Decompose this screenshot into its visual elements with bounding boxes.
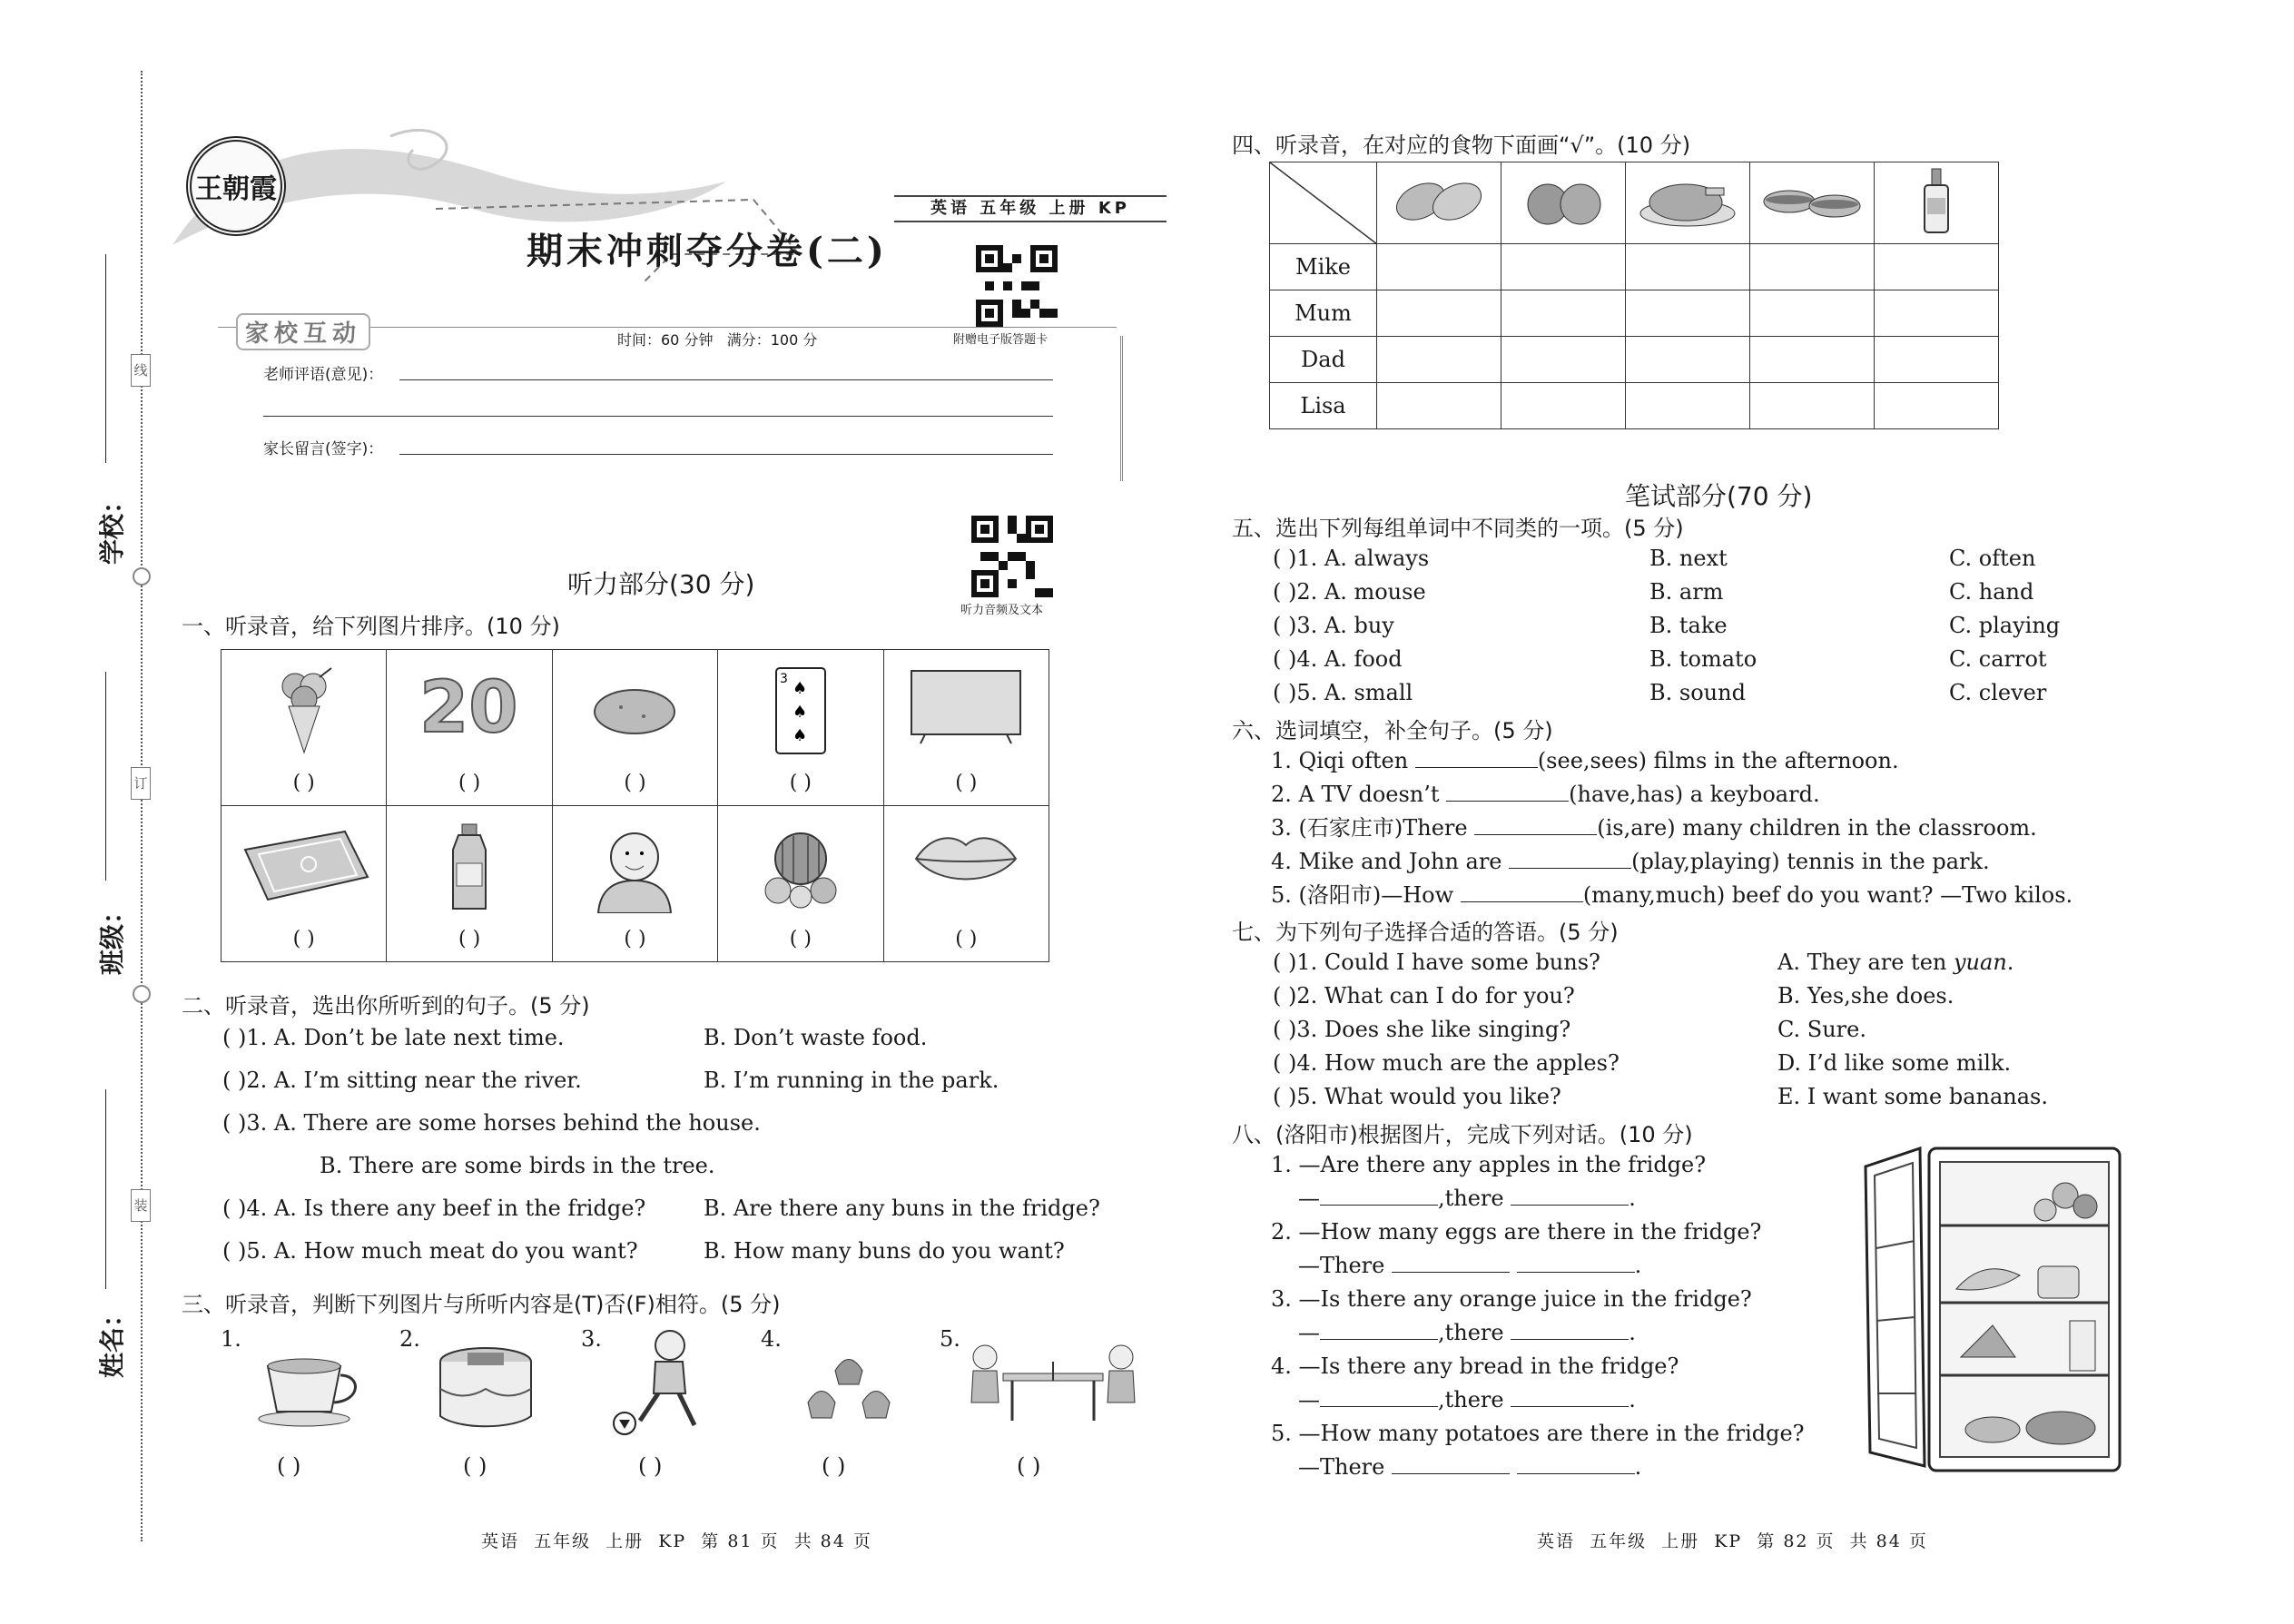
answer-italic: yuan — [1954, 950, 2007, 975]
part6-item — [1271, 848, 2197, 881]
answer-slot[interactable]: ( ) — [292, 772, 315, 794]
part7-question: ( )1. Could I have some buns? — [1273, 950, 1600, 975]
answer-post: . — [1629, 1320, 1636, 1345]
part7-heading: 七、为下列句子选择合适的答语。(5 分) — [1232, 920, 1619, 945]
table-corner — [1270, 162, 1377, 244]
check-cell[interactable] — [1501, 244, 1626, 290]
part7-answer — [1777, 949, 2048, 982]
row-name: Mum — [1270, 290, 1377, 337]
part2-item-1 — [222, 1024, 565, 1051]
teacup-icon — [254, 1339, 363, 1430]
food-header-fish — [1377, 162, 1501, 244]
part2-item-3-b: B. There are some birds in the tree. — [320, 1153, 715, 1178]
part5-item-5: ( )5. A. small — [1273, 680, 1413, 705]
answer-slot[interactable]: ( ) — [955, 772, 978, 794]
answer-slot[interactable]: ( ) — [789, 928, 812, 950]
fill-blank[interactable] — [1511, 1387, 1629, 1407]
part5-item-2-b: B. arm — [1649, 579, 1724, 605]
answer-pre: —There — [1298, 1253, 1385, 1278]
part4-heading: 四、听录音，在对应的食物下面画“√”。(10 分) — [1232, 133, 1691, 158]
part8-answer — [1271, 1252, 1816, 1285]
part5-item-3-c: C. playing — [1949, 613, 2061, 638]
part6-item-pre: 5. (洛阳市)—How — [1271, 882, 1461, 908]
part3-num-2: 2. — [399, 1326, 420, 1352]
parent-comment-line[interactable] — [399, 454, 1053, 455]
part7-answer: E. I want some bananas. — [1777, 1084, 2048, 1109]
svg-text:♠: ♠ — [792, 726, 807, 745]
picture-cell — [552, 650, 717, 806]
part7-question: ( )3. Does she like singing? — [1273, 1017, 1571, 1042]
picture-cell — [718, 806, 883, 962]
answer-pre: — — [1298, 1387, 1320, 1412]
part8-question: 3. —Is there any orange juice in the fridge? — [1271, 1286, 1752, 1312]
part7-question: ( )5. What would you like? — [1273, 1084, 1561, 1109]
part6-item — [1271, 814, 2197, 848]
qr-code-listening-audio[interactable] — [971, 516, 1053, 597]
fill-blank[interactable] — [1509, 849, 1631, 869]
children-ping-pong-icon — [962, 1330, 1144, 1439]
parent-comment-label: 家长留言(签字)： — [263, 440, 384, 458]
fridge-icon — [1856, 1139, 2129, 1475]
check-cell[interactable] — [1750, 383, 1875, 429]
school-label: 学校： — [97, 487, 128, 566]
check-cell[interactable] — [1501, 383, 1626, 429]
part5-list — [1273, 545, 2181, 717]
part5-heading: 五、选出下列每组单词中不同类的一项。(5 分) — [1232, 516, 1684, 541]
school-line[interactable] — [105, 254, 106, 463]
food-header-bottle — [1875, 162, 1999, 244]
fill-blank[interactable] — [1474, 815, 1597, 835]
answer-pre: — — [1298, 1320, 1320, 1345]
answer-slot[interactable]: ( ) — [789, 772, 812, 794]
footer-right: 英语 五年级 上册 KP 第 82 页 共 84 页 — [1537, 1531, 1928, 1551]
svg-text:♠: ♠ — [792, 703, 807, 722]
family-school-tag: 家校互动 — [236, 313, 370, 350]
fill-blank[interactable] — [1517, 1253, 1635, 1273]
part2-item-5-b: B. How many buns do you want? — [704, 1238, 1065, 1264]
food-header-apples — [1501, 162, 1626, 244]
part6-item-post: (see,sees) films in the afternoon. — [1537, 748, 1899, 773]
part8-answer — [1271, 1185, 1816, 1218]
check-cell[interactable] — [1875, 290, 1999, 337]
fill-blank[interactable] — [1415, 748, 1538, 768]
answer-post: . — [2006, 950, 2014, 975]
part5-item-3: ( )3. A. buy — [1273, 613, 1394, 638]
svg-text:20: 20 — [419, 667, 518, 748]
binding-mark-bind: 装 — [131, 1189, 151, 1222]
part2-item-5: ( )5. A. How much meat do you want? — [222, 1238, 638, 1264]
part8-question: 4. —Is there any bread in the fridge? — [1271, 1353, 1679, 1379]
part5-item-5-b: B. sound — [1649, 680, 1746, 705]
check-cell[interactable] — [1626, 244, 1750, 290]
check-cell[interactable] — [1501, 290, 1626, 337]
potato-icon — [589, 666, 680, 748]
fill-blank[interactable] — [1511, 1186, 1629, 1206]
part7-questions — [1273, 949, 1620, 1117]
logo-text: 王朝霞 — [195, 173, 277, 205]
apples-icon — [1513, 170, 1613, 233]
check-cell[interactable] — [1750, 290, 1875, 337]
name-line[interactable] — [105, 1089, 106, 1289]
binding-mark-order: 订 — [131, 767, 151, 800]
part2-item-2-b: B. I’m running in the park. — [704, 1068, 999, 1093]
answer-mid: ,there — [1438, 1186, 1504, 1211]
part6-item-post: (is,are) many children in the classroom. — [1597, 815, 2037, 841]
picture-cell — [387, 650, 552, 806]
tv-icon — [907, 666, 1025, 748]
part3-slot-5[interactable]: ( ) — [1017, 1453, 1041, 1479]
part7-answer: C. Sure. — [1777, 1017, 1866, 1042]
class-label: 班级： — [97, 898, 128, 976]
part1-heading: 一、听录音，给下列图片排序。(10 分) — [182, 614, 560, 639]
birthday-cake-icon — [431, 1334, 540, 1434]
part3-pictures — [218, 1325, 1162, 1489]
answer-post: . — [1629, 1186, 1636, 1211]
picture-cell — [883, 806, 1049, 962]
binding-dot-1 — [133, 567, 151, 586]
school-field — [82, 254, 128, 566]
check-cell[interactable] — [1875, 383, 1999, 429]
part6-item-post: (play,playing) tennis in the park. — [1631, 849, 1990, 874]
part5-item-5-c: C. clever — [1949, 680, 2047, 705]
part8-answer — [1271, 1453, 1816, 1487]
answer-mid: ,there — [1438, 1387, 1504, 1412]
row-name: Lisa — [1270, 383, 1377, 429]
part5-item-1-c: C. often — [1949, 546, 2036, 571]
binding-margin — [0, 0, 163, 1624]
part5-item-2: ( )2. A. mouse — [1273, 579, 1426, 605]
check-cell[interactable] — [1875, 244, 1999, 290]
part5-item-3-b: B. take — [1649, 613, 1728, 638]
part6-item — [1271, 747, 2197, 781]
part7-question: ( )2. What can I do for you? — [1273, 983, 1575, 1009]
answer-pre: —There — [1298, 1454, 1385, 1480]
part3-num-5: 5. — [940, 1326, 960, 1352]
part6-item — [1271, 881, 2197, 915]
part3-slot-1[interactable]: ( ) — [277, 1453, 301, 1479]
writing-title: 笔试部分(70 分) — [1625, 481, 1813, 511]
exam-title: 期末冲刺夺分卷(二) — [527, 230, 888, 272]
part6-item-pre: 1. Qiqi often — [1271, 748, 1415, 773]
part5-item-1: ( )1. A. always — [1273, 546, 1430, 571]
hot-dogs-icon — [1757, 170, 1866, 233]
part5-item-2-c: C. hand — [1949, 579, 2034, 605]
part5-item-4-b: B. tomato — [1649, 646, 1757, 672]
picture-cell — [222, 650, 387, 806]
check-cell[interactable] — [1750, 337, 1875, 383]
part6-heading: 六、选词填空，补全句子。(5 分) — [1232, 718, 1553, 743]
juice-bottle-icon — [442, 822, 497, 913]
part3-heading: 三、听录音，判断下列图片与所听内容是(T)否(F)相符。(5 分) — [182, 1292, 781, 1317]
answer-slot[interactable]: ( ) — [458, 772, 481, 794]
part8-list — [1271, 1151, 1816, 1487]
check-cell[interactable] — [1377, 337, 1501, 383]
part8-answer — [1271, 1386, 1816, 1420]
ice-cream-icon — [263, 666, 345, 757]
listening-title: 听力部分(30 分) — [567, 569, 755, 599]
picture-cell — [552, 806, 717, 962]
check-cell[interactable] — [1875, 337, 1999, 383]
fill-blank[interactable] — [1392, 1454, 1510, 1474]
answer-post: . — [1634, 1253, 1642, 1278]
svg-text:3: 3 — [779, 672, 788, 686]
part3-slot-4[interactable]: ( ) — [822, 1453, 846, 1479]
answer-slot[interactable]: ( ) — [624, 928, 646, 950]
fill-blank[interactable] — [1461, 882, 1583, 902]
teacher-comment-line-2[interactable] — [263, 416, 1053, 417]
check-cell[interactable] — [1377, 244, 1501, 290]
qr-caption-listening: 听力音频及文本 — [960, 604, 1044, 617]
qr-caption-answer-sheet: 附赠电子版答题卡 — [953, 333, 1049, 347]
answer-post: . — [1629, 1387, 1636, 1412]
class-line[interactable] — [105, 672, 106, 881]
part7-question: ( )4. How much are the apples? — [1273, 1050, 1620, 1076]
check-cell[interactable] — [1626, 337, 1750, 383]
logo-seal — [186, 136, 286, 236]
check-cell[interactable] — [1750, 244, 1875, 290]
part3-num-3: 3. — [581, 1326, 602, 1352]
binding-mark-line: 线 — [131, 354, 151, 387]
part6-list — [1271, 747, 2197, 915]
check-cell[interactable] — [1626, 383, 1750, 429]
part3-num-1: 1. — [221, 1326, 241, 1352]
part5-item-4-c: C. carrot — [1949, 646, 2047, 672]
binding-dot-2 — [133, 985, 151, 1003]
row-name: Dad — [1270, 337, 1377, 383]
row-name: Mike — [1270, 244, 1377, 290]
picture-cell — [718, 650, 883, 806]
fill-blank[interactable] — [1320, 1186, 1438, 1206]
fill-blank[interactable] — [1517, 1454, 1635, 1474]
part8-heading: 八、(洛阳市)根据图片，完成下列对话。(10 分) — [1232, 1122, 1693, 1147]
fill-blank[interactable] — [1320, 1387, 1438, 1407]
fill-blank[interactable] — [1511, 1320, 1629, 1340]
part7-answers — [1777, 949, 2048, 1117]
check-cell[interactable] — [1626, 290, 1750, 337]
cut-line — [141, 71, 143, 1541]
part7-answer: D. I’d like some milk. — [1777, 1050, 2012, 1076]
class-field — [82, 672, 128, 976]
part8-question: 5. —How many potatoes are there in the fridge? — [1271, 1421, 1805, 1446]
part6-item-pre: 2. A TV doesn’t — [1271, 782, 1447, 807]
part6-item-post: (many,much) beef do you want? —Two kilos. — [1582, 882, 2073, 908]
part5-item-1-b: B. next — [1649, 546, 1728, 571]
boy-kicking-ball-icon — [608, 1325, 717, 1439]
answer-slot[interactable]: ( ) — [458, 928, 481, 950]
part1-picture-grid — [221, 649, 1049, 962]
family-school-box — [218, 309, 1126, 481]
part2-item-3: ( )3. A. There are some horses behind the house. — [222, 1110, 761, 1136]
fruit-basket-icon — [755, 822, 846, 913]
box-right-bracket — [1112, 336, 1123, 481]
part5-item-4: ( )4. A. food — [1273, 646, 1403, 672]
lips-icon — [911, 822, 1020, 895]
part2-item-2: ( )2. A. I’m sitting near the river. — [222, 1068, 582, 1093]
svg-text:♠: ♠ — [792, 679, 807, 698]
time-info: 时间：60 分钟 满分：100 分 — [617, 331, 818, 349]
part6-item-pre: 4. Mike and John are — [1271, 849, 1510, 874]
part8-question: 1. —Are there any apples in the fridge? — [1271, 1152, 1707, 1177]
footer-left: 英语 五年级 上册 KP 第 81 页 共 84 页 — [481, 1531, 872, 1551]
answer-slot[interactable]: ( ) — [624, 772, 646, 794]
part2-item-1-b: B. Don’t waste food. — [704, 1025, 928, 1050]
fill-blank[interactable] — [1446, 782, 1569, 802]
part6-item-post: (have,has) a keyboard. — [1569, 782, 1820, 807]
answer-mid: ,there — [1438, 1320, 1504, 1345]
name-field — [82, 1089, 128, 1380]
part2-heading: 二、听录音，选出你所听到的句子。(5 分) — [182, 993, 590, 1019]
part4-food-table — [1269, 162, 1999, 429]
part2-item-4-b: B. Are there any buns in the fridge? — [704, 1196, 1100, 1221]
part7-answer: B. Yes,she does. — [1777, 983, 1954, 1009]
answer-text: A. They are ten — [1777, 950, 1954, 975]
buns-icon — [799, 1343, 899, 1434]
answer-pre: — — [1298, 1186, 1320, 1211]
answer-slot[interactable]: ( ) — [955, 928, 978, 950]
answer-slot[interactable]: ( ) — [292, 928, 315, 950]
fill-blank[interactable] — [1320, 1320, 1438, 1340]
picture-cell — [387, 806, 552, 962]
answer-post: . — [1634, 1454, 1642, 1480]
part8-answer — [1271, 1319, 1816, 1353]
part2-item-a: ( )1. A. Don’t be late next time. — [222, 1025, 565, 1050]
part3-num-4: 4. — [761, 1326, 782, 1352]
diagonal-line — [1270, 162, 1377, 244]
check-cell[interactable] — [1501, 337, 1626, 383]
part3-slot-3[interactable]: ( ) — [638, 1453, 663, 1479]
part3-slot-2[interactable]: ( ) — [463, 1453, 487, 1479]
chicken-icon — [1633, 170, 1742, 233]
picture-cell — [883, 650, 1049, 806]
picture-cell — [222, 806, 387, 962]
basketball-court-icon — [236, 822, 372, 904]
bottle-icon — [1918, 167, 1954, 235]
part2-item-4: ( )4. A. Is there any beef in the fridge? — [222, 1196, 646, 1221]
part6-item-pre: 3. (石家庄市)There — [1271, 815, 1475, 841]
teacher-comment-line-1[interactable] — [399, 379, 1053, 380]
subject-tag: 英语 五年级 上册 KP — [894, 195, 1167, 222]
teacher-comment-label: 老师评语(意见)： — [263, 366, 384, 384]
check-cell[interactable] — [1377, 290, 1501, 337]
fish-icon — [1389, 170, 1489, 233]
number-20-icon — [415, 666, 524, 748]
food-header-hot-dogs — [1750, 162, 1875, 244]
part8-question: 2. —How many eggs are there in the fridge? — [1271, 1219, 1762, 1245]
part6-item — [1271, 781, 2197, 814]
playing-card-icon — [769, 666, 832, 757]
fill-blank[interactable] — [1392, 1253, 1510, 1273]
name-label: 姓名： — [97, 1301, 128, 1379]
food-header-chicken — [1626, 162, 1750, 244]
grandpa-icon — [589, 822, 680, 913]
check-cell[interactable] — [1377, 383, 1501, 429]
